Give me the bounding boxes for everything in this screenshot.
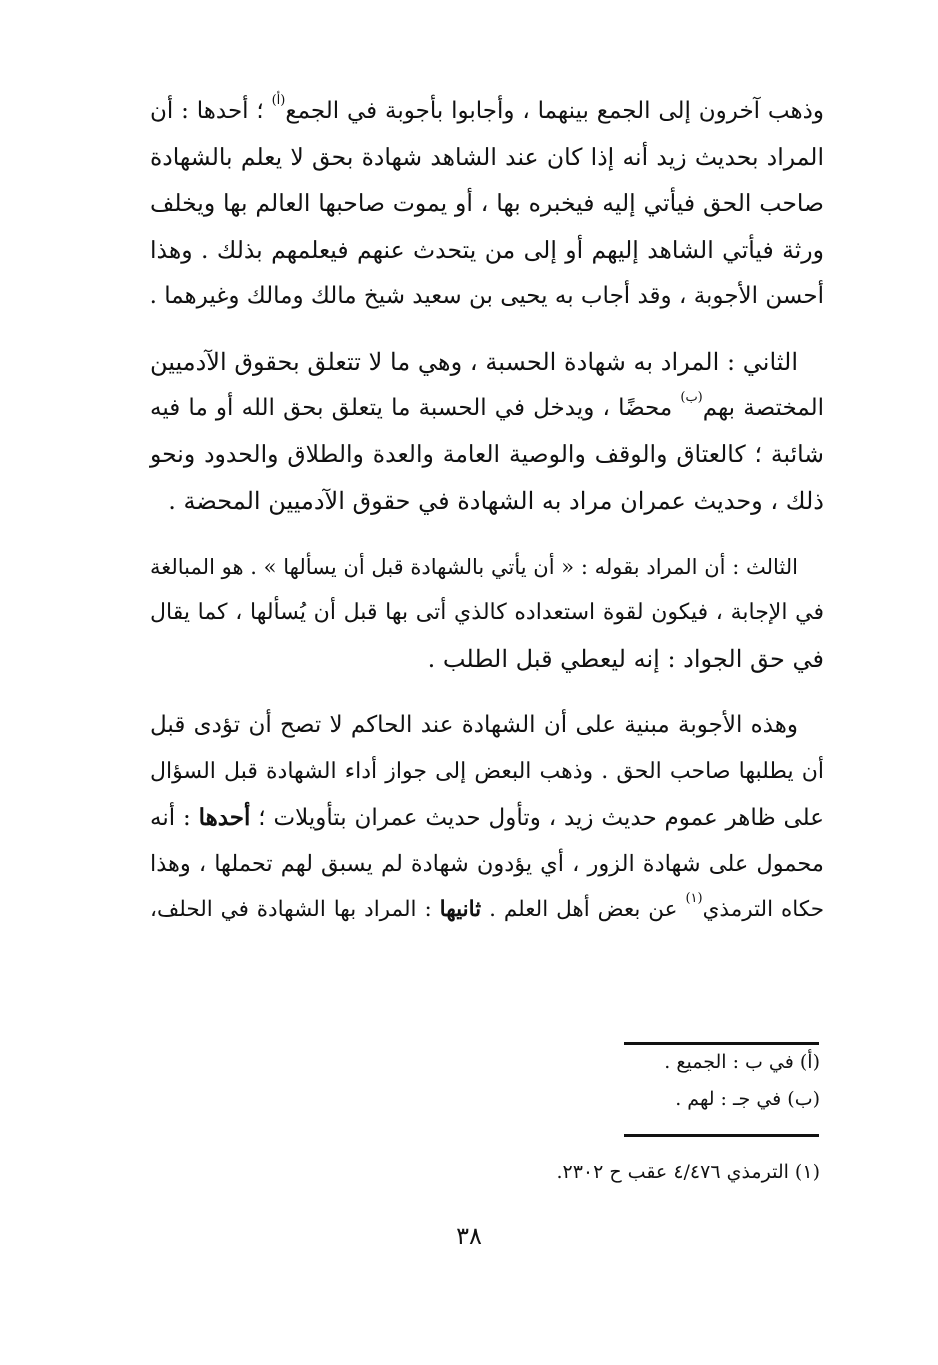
text-line: شائبة ؛ كالعتاق والوقف والوصية العامة والعدة والطلاق والحدود ونحو: [150, 440, 824, 469]
footnote-ref-1: (١): [685, 891, 703, 907]
text-line: المراد بحديث زيد أنه إذا كان عند الشاهد شهادة بحق لا يعلم بالشهادة: [150, 143, 824, 172]
text-span: وذهب آخرون إلى الجمع بينهما ، وأجابوا بأجوبة في الجمع: [285, 98, 824, 124]
text-span: : المراد بها الشهادة في الحلف،: [150, 897, 432, 923]
footnote-source-1: (١) الترمذي ٤/٤٧٦ عقب ح ٢٣٠٢.: [556, 1161, 820, 1183]
text-line: ذلك ، وحديث عمران مراد به الشهادة في حقوق الآدميين المحضة .: [168, 486, 824, 515]
footnote-divider: [624, 1042, 819, 1045]
text-line: الثاني : المراد به شهادة الحسبة ، وهي ما لا تتعلق بحقوق الآدميين: [150, 348, 798, 377]
text-span: محضًا ، ويدخل في الحسبة ما يتعلق بحق الله أو ما فيه: [150, 395, 673, 422]
text-line: محمول على شهادة الزور ، أي يؤدون شهادة لم يسبق لهم تحملها ، وهذا: [150, 851, 824, 878]
paragraph-3: [150, 544, 824, 683]
text-line: [150, 385, 824, 431]
text-line: في حق الجواد : إنه ليعطي قبل الطلب .: [427, 645, 824, 674]
text-span: عن بعض أهل العلم .: [489, 897, 678, 923]
bold-term: أحدها: [198, 803, 251, 831]
main-text: [150, 88, 824, 953]
footnote-ref-b: (ب): [680, 390, 703, 406]
text-span: حكاه الترمذي: [702, 897, 825, 923]
text-line: [150, 795, 824, 841]
paragraph-2: [150, 339, 824, 524]
footnote-divider: [624, 1134, 819, 1137]
text-line: في الإجابة ، فيكون لقوة استعداده كالذي أتى بها قبل أن يُسألها ، كما يقال: [150, 600, 824, 626]
text-line: أحسن الأجوبة ، وقد أجاب به يحيى بن سعيد شيخ مالك ومالك وغيرهما .: [149, 282, 824, 309]
text-span: : أنه: [150, 804, 191, 831]
footnote-variant-b: (ب) في جـ : لهم .: [675, 1088, 820, 1110]
paragraph-4: [150, 702, 824, 933]
text-line: وهذه الأجوبة مبنية على أن الشهادة عند الحاكم لا تصح أن تؤدى قبل: [150, 712, 798, 739]
text-line: صاحب الحق فيأتي إليه فيخبره بها ، أو يموت صاحبها العالم بها ويخلف: [150, 189, 824, 218]
bold-term: ثانيها: [439, 897, 482, 923]
text-line: ورثة فيأتي الشاهد إليهم أو إلى من يتحدث عنهم فيعلمهم بذلك . وهذا: [150, 235, 824, 264]
page-number: ٣٨: [456, 1222, 482, 1250]
text-line: [150, 887, 824, 933]
text-line: [150, 88, 824, 134]
footnote-variant-a: (أ) في ب : الجميع .: [664, 1051, 820, 1073]
footnote-ref-a: (أ): [271, 93, 286, 108]
text-span: على ظاهر عموم حديث زيد ، وتأول حديث عمران بتأويلات ؛: [258, 804, 825, 831]
text-line: أن يطلبها صاحب الحق . وذهب البعض إلى جواز أداء الشهادة قبل السؤال: [150, 758, 824, 784]
text-line: الثالث : أن المراد بقوله : « أن يأتي بالشهادة قبل أن يسألها » . هو المبالغة: [150, 554, 798, 579]
text-span: المختصة بهم: [702, 395, 824, 422]
text-span: ؛ أحدها : أن: [150, 98, 264, 124]
paragraph-1: [150, 88, 824, 319]
